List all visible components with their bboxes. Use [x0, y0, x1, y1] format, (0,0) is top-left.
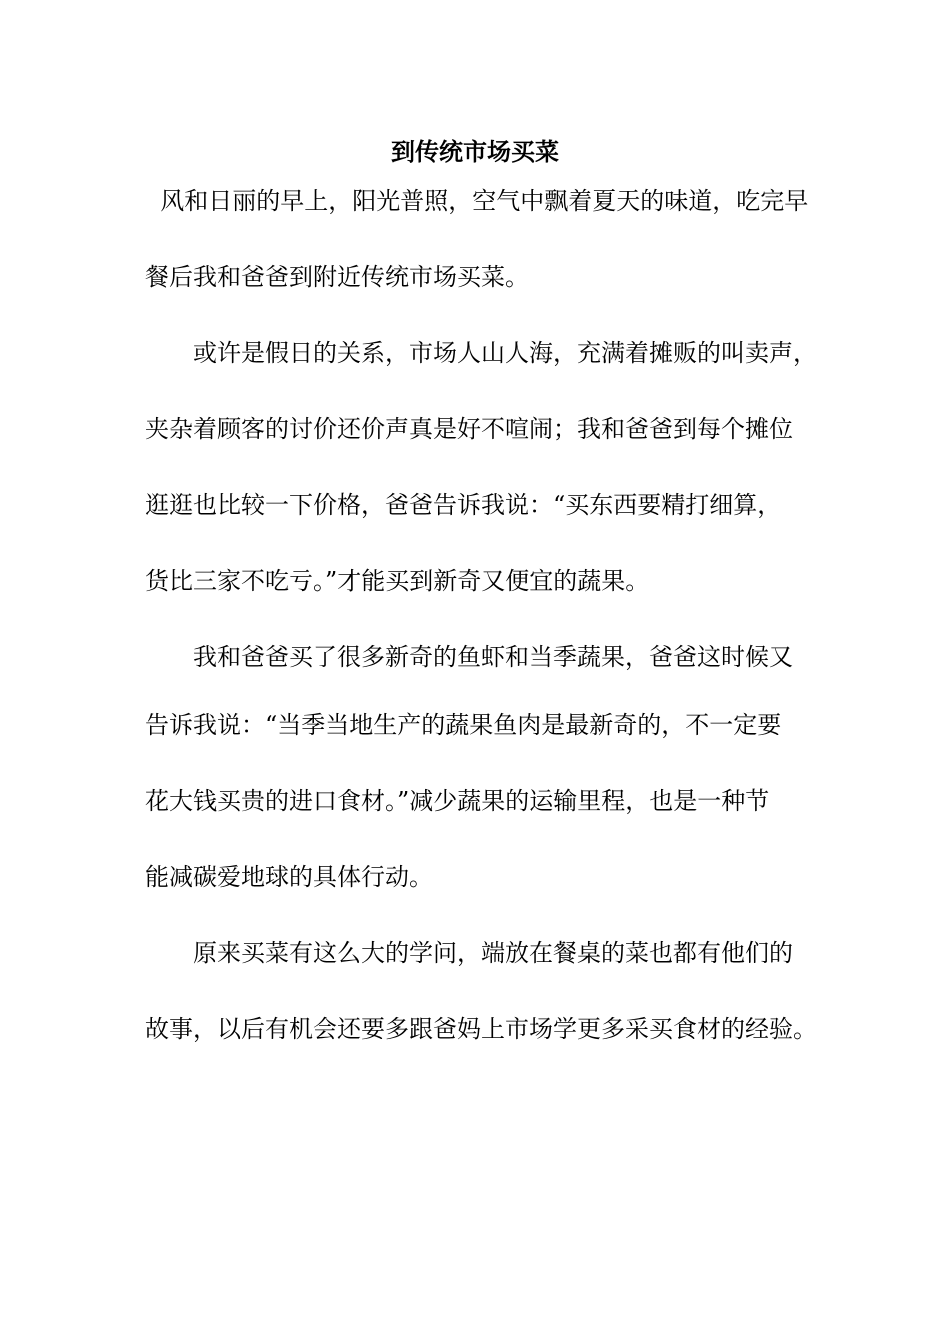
paragraph-2-line-1: 或许是假日的关系，市场人山人海，充满着摊贩的叫卖声， — [145, 339, 817, 367]
paragraph-3-line-2: 告诉我说：“当季当地生产的蔬果鱼肉是最新奇的，不一定要 — [145, 711, 782, 739]
document-title: 到传统市场买菜 — [391, 137, 559, 166]
paragraph-2-line-3: 逛逛也比较一下价格，爸爸告诉我说：“买东西要精打细算， — [145, 491, 782, 519]
paragraph-4-line-2: 故事，以后有机会还要多跟爸妈上市场学更多采买食材的经验。 — [145, 1015, 817, 1043]
paragraph-3-line-4: 能减碳爱地球的具体行动。 — [145, 863, 433, 891]
paragraph-1-line-2: 餐后我和爸爸到附近传统市场买菜。 — [145, 263, 529, 291]
paragraph-3-line-1: 我和爸爸买了很多新奇的鱼虾和当季蔬果，爸爸这时候又 — [145, 643, 793, 671]
paragraph-4-line-1: 原来买菜有这么大的学问，端放在餐桌的菜也都有他们的 — [145, 939, 793, 967]
paragraph-2-line-4: 货比三家不吃亏。”才能买到新奇又便宜的蔬果。 — [145, 567, 650, 595]
paragraph-2-line-2: 夹杂着顾客的讨价还价声真是好不喧闹；我和爸爸到每个摊位 — [145, 415, 793, 443]
paragraph-3-line-3: 花大钱买贵的进口食材。”减少蔬果的运输里程，也是一种节 — [145, 787, 770, 815]
paragraph-1-line-1: 风和日丽的早上，阳光普照，空气中飘着夏天的味道，吃完早 — [145, 187, 809, 215]
